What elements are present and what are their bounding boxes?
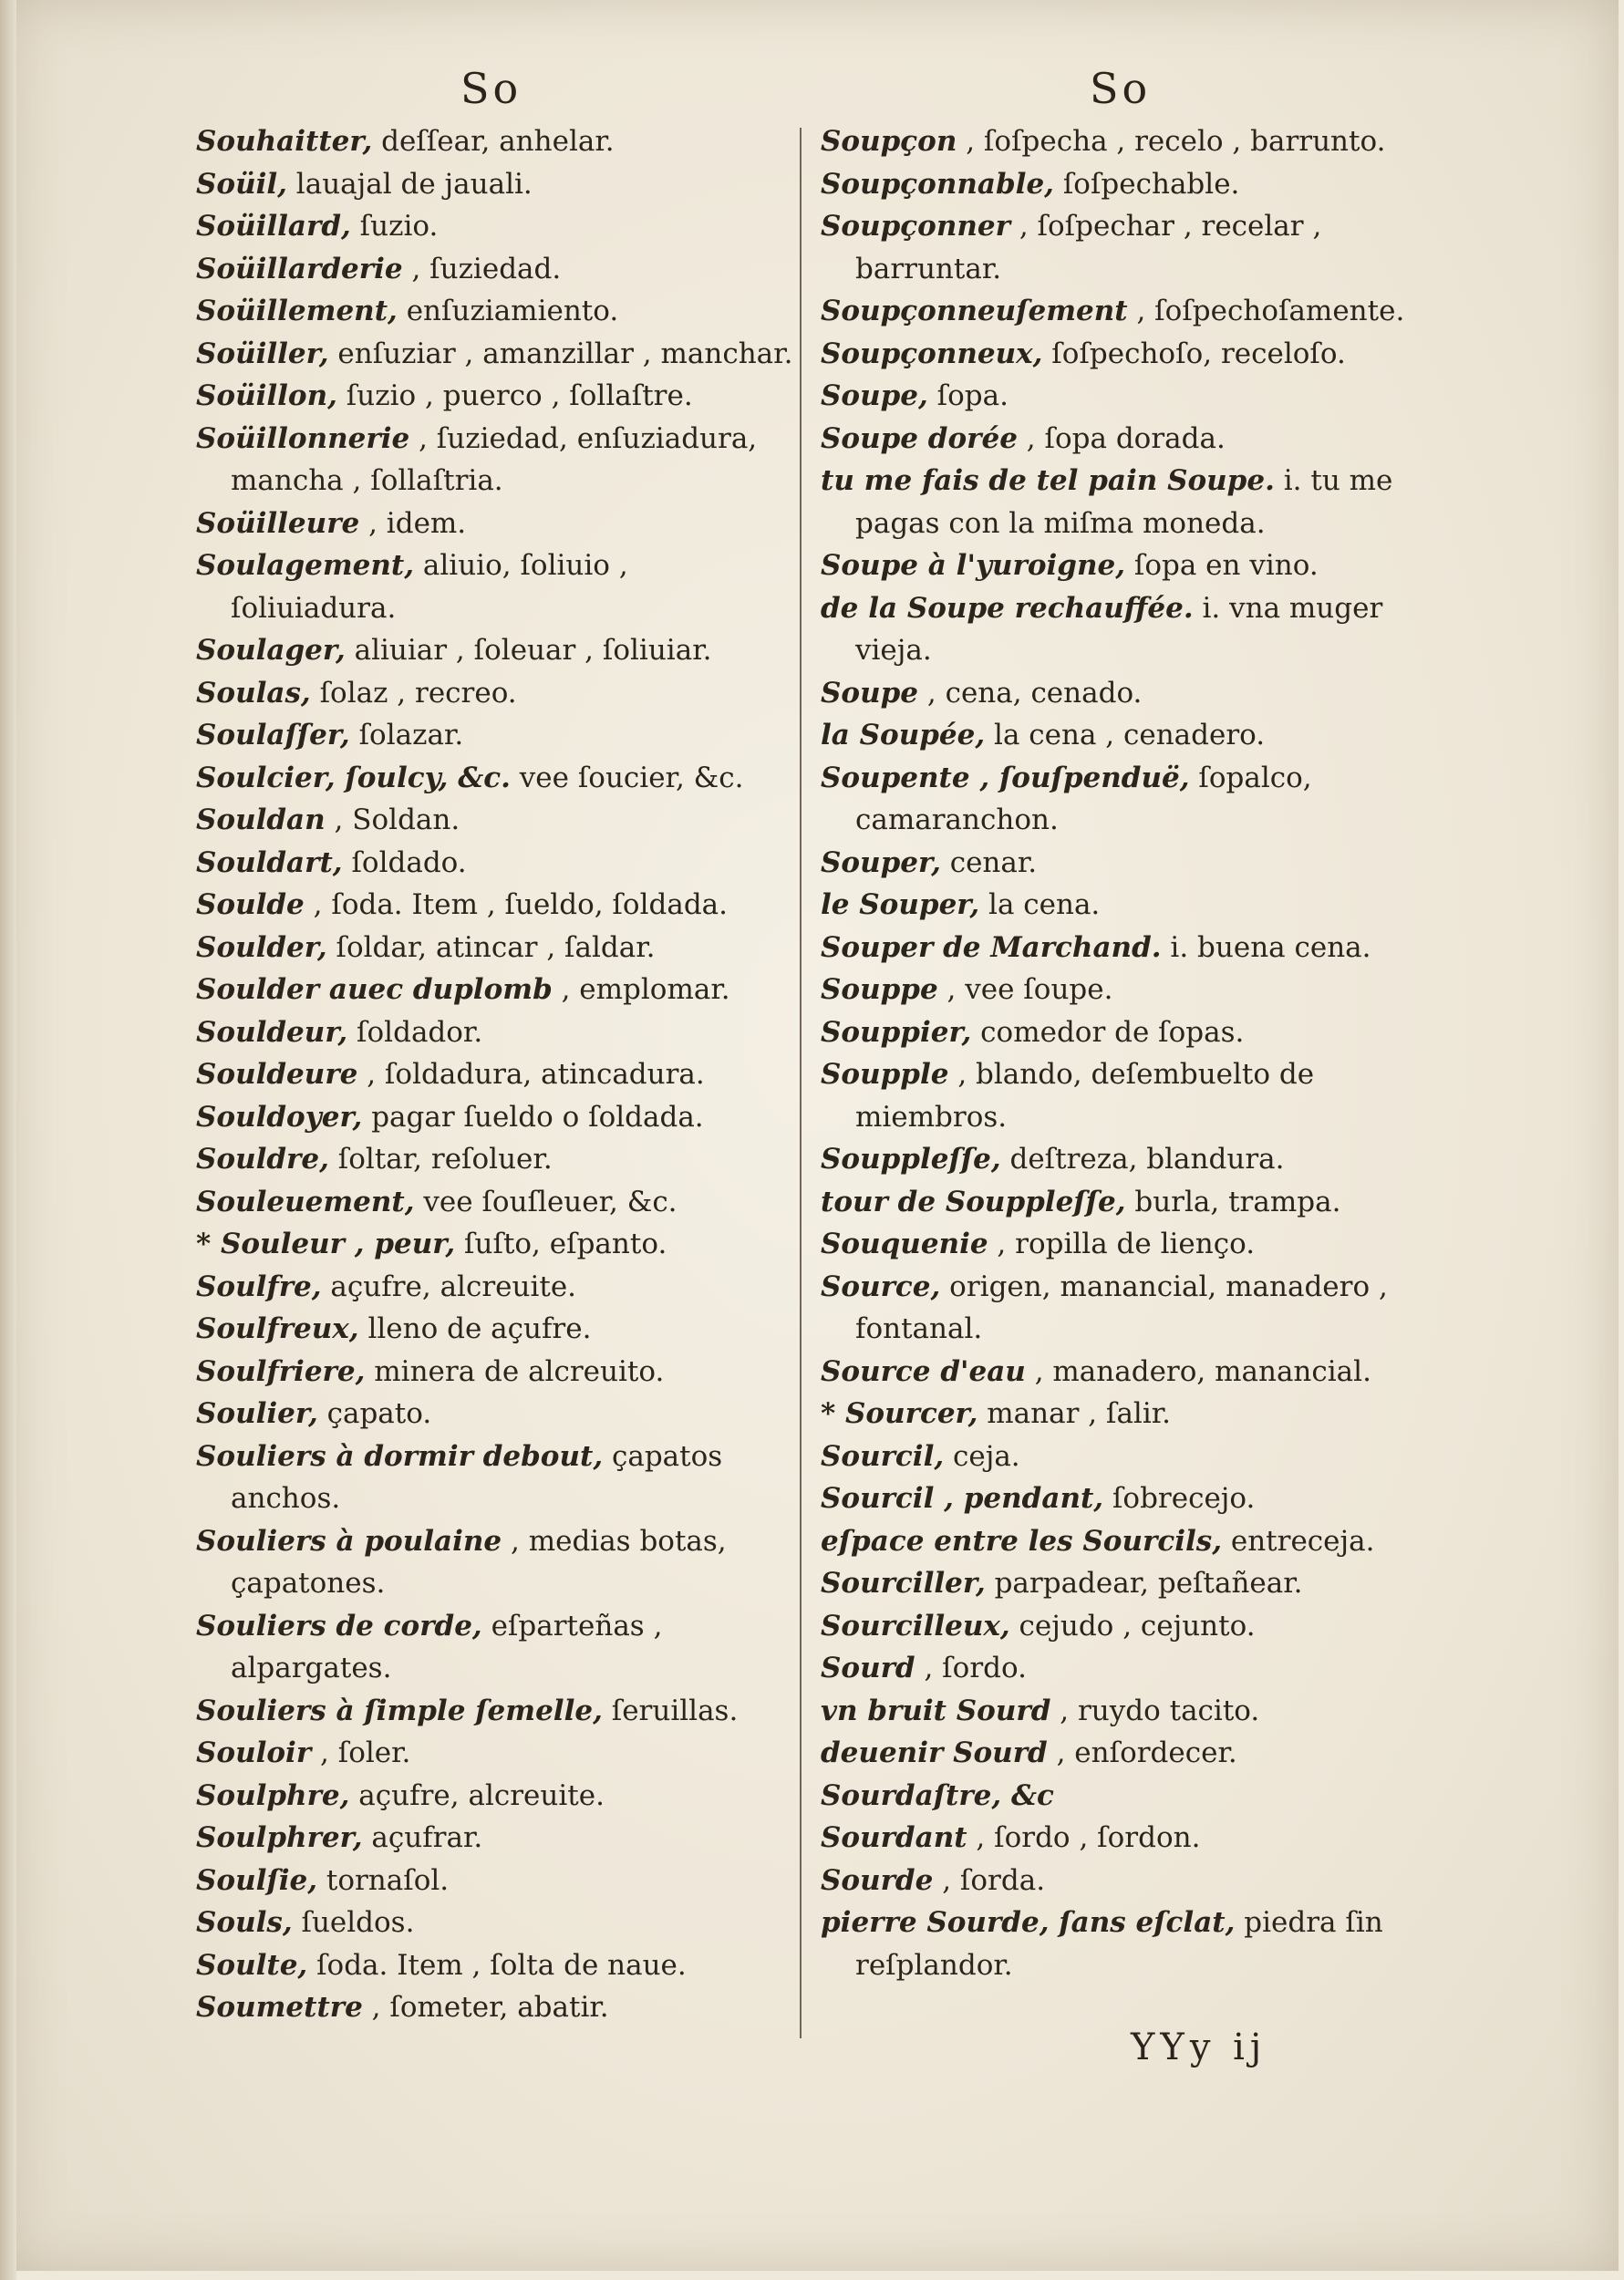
dictionary-entry (821, 1562, 1418, 1605)
entry-definition: ſoldar, atincar , ſaldar. (326, 930, 656, 964)
entry-headword: tu me fais de tel pain Soupe. (821, 464, 1275, 497)
entry-definition: vee ſoucier, &c. (510, 761, 744, 794)
entry-headword: Soupçonner (821, 210, 1010, 243)
entry-definition: , ropilla de lienço. (988, 1228, 1256, 1260)
entry-definition: açufrar. (362, 1821, 483, 1854)
entry-definition: aliuio, ſoliuio , ſoliuiadura. (231, 549, 628, 625)
entry-definition: i. tu me pagas con la miſma moneda. (855, 464, 1393, 540)
entry-headword: Souliers à poulaine (196, 1524, 502, 1558)
entry-definition: ſuzio. (350, 210, 439, 243)
dictionary-entry (821, 1053, 1418, 1138)
entry-headword: Soüillonnerie (196, 421, 410, 455)
dictionary-entry (196, 1138, 798, 1181)
entry-headword: Soulphre, (196, 1778, 350, 1812)
dictionary-entry (821, 1732, 1418, 1775)
entry-definition: ſoldado. (342, 845, 467, 879)
dictionary-entry (821, 1266, 1418, 1351)
dictionary-entry (196, 1986, 798, 2029)
entry-headword: Soulier, (196, 1397, 318, 1430)
entry-definition: deſſear, anhelar. (372, 125, 615, 158)
entry-definition: ſopa. (927, 379, 1009, 412)
entry-definition: minera de alcreuito. (365, 1354, 665, 1388)
entry-headword: Souliers à dormir debout, (196, 1439, 604, 1473)
dictionary-entry (196, 1053, 798, 1096)
dictionary-entry (196, 1011, 798, 1054)
entry-headword: Soüil, (196, 167, 287, 201)
dictionary-entry (196, 1308, 798, 1351)
dictionary-entry (196, 1351, 798, 1394)
dictionary-entry (196, 927, 798, 969)
dictionary-entry (821, 1902, 1418, 1986)
entry-headword: Sourcil , pendant, (821, 1482, 1104, 1515)
dictionary-entry (821, 1477, 1418, 1520)
entry-definition: , vee ſoupe. (937, 973, 1113, 1006)
entry-headword: la Soupée, (821, 719, 986, 751)
dictionary-entry (821, 460, 1418, 544)
dictionary-entry (196, 375, 798, 418)
dictionary-entry (196, 205, 798, 248)
dictionary-entry (196, 1393, 798, 1435)
entry-definition: deſtreza, blandura. (1000, 1143, 1285, 1176)
column-divider (800, 128, 802, 2038)
dictionary-entry (196, 672, 798, 715)
dictionary-entry (821, 1138, 1418, 1181)
entry-definition: la cena , cenadero. (985, 719, 1266, 751)
entry-headword: Soulager, (196, 634, 346, 667)
entry-headword: Soupe, (821, 379, 928, 412)
entry-headword: Soupe à l'yuroigne, (821, 549, 1126, 582)
dictionary-entry (821, 120, 1418, 163)
entry-headword: Soupente , ſouſpenduë, (821, 761, 1190, 794)
dictionary-entry (821, 714, 1418, 757)
entry-definition: ſolaz , recreo. (310, 676, 517, 710)
entry-definition: ſuzio , puerco , ſollaſtre. (336, 379, 693, 412)
entry-definition: , ruydo tacito. (1050, 1694, 1260, 1727)
dictionary-entry (821, 375, 1418, 418)
dictionary-entry (196, 1944, 798, 1987)
entry-headword: Sourcilleux, (821, 1609, 1010, 1643)
entry-headword: Sourcil, (821, 1439, 945, 1473)
entry-definition: açufre, alcreuite. (321, 1270, 577, 1303)
entry-definition: , ſoda. Item , ſueldo, ſoldada. (304, 888, 728, 921)
entry-headword: Souls, (196, 1906, 293, 1939)
entry-headword: Soulagement, (196, 549, 415, 582)
entry-definition: lauajal de jauali. (286, 167, 533, 201)
entry-definition: i. buena cena. (1161, 930, 1371, 964)
dictionary-entry (821, 884, 1418, 927)
entry-definition: çapato. (317, 1397, 432, 1430)
dictionary-entry (196, 629, 798, 672)
entry-headword: * Souleur , peur, (196, 1228, 456, 1260)
dictionary-entry (821, 1775, 1418, 1818)
dictionary-entry (821, 163, 1418, 206)
entry-definition: , ſordo. (915, 1652, 1027, 1684)
dictionary-entry (196, 842, 798, 885)
dictionary-entry (821, 672, 1418, 715)
entry-headword: le Souper, (821, 888, 980, 921)
entry-headword: Soupçon (821, 125, 957, 158)
entry-headword: Souldre, (196, 1143, 329, 1176)
entry-headword: deuenir Sourd (821, 1736, 1048, 1769)
dictionary-entry (821, 1860, 1418, 1902)
entry-headword: Soüillon, (196, 379, 337, 412)
entry-definition: , ſopa dorada. (1017, 421, 1226, 455)
dictionary-entry (196, 503, 798, 545)
dictionary-entry (196, 1223, 798, 1266)
entry-definition: parpadear, peſtañear. (985, 1567, 1303, 1600)
dictionary-entry (196, 969, 798, 1011)
entry-headword: Soupe (821, 676, 919, 710)
entry-headword: Souldoyer, (196, 1100, 363, 1134)
entry-headword: Soulaſſer, (196, 719, 350, 751)
dictionary-entry (196, 1096, 798, 1139)
entry-definition: , ſoler. (311, 1736, 411, 1769)
dictionary-entry (196, 290, 798, 333)
entry-headword: Soupe dorée (821, 421, 1018, 455)
entry-definition: , idem. (359, 506, 467, 540)
running-head-left: So (460, 64, 522, 113)
entry-definition: ſoda. Item , ſolta de naue. (307, 1948, 687, 1982)
dictionary-entry (821, 1520, 1418, 1563)
entry-headword: Soulte, (196, 1948, 308, 1982)
entry-headword: Soulphrer, (196, 1821, 363, 1854)
entry-headword: Soulcier, ſoulcy, &c. (196, 761, 511, 794)
right-column (821, 120, 1418, 1986)
entry-headword: Souldeur, (196, 1015, 348, 1049)
dictionary-entry (821, 1817, 1418, 1860)
entry-headword: Souppier, (821, 1015, 972, 1049)
dictionary-entry (196, 1817, 798, 1860)
dictionary-entry (196, 1266, 798, 1309)
entry-headword: Soüiller, (196, 337, 329, 370)
dictionary-entry (821, 333, 1418, 376)
entry-definition: , cena, cenado. (918, 676, 1143, 710)
entry-definition: aliuiar , ſoleuar , ſoliuiar. (345, 634, 712, 667)
dictionary-entry (821, 927, 1418, 969)
entry-headword: Soüillarderie (196, 252, 403, 285)
entry-definition: , ſorda. (933, 1863, 1046, 1897)
entry-definition: burla, trampa. (1125, 1185, 1341, 1218)
entry-headword: de la Soupe rechauffée. (821, 591, 1194, 625)
entry-headword: Soulfreux, (196, 1312, 359, 1345)
dictionary-entry (196, 1902, 798, 1944)
entry-definition: cenar. (940, 845, 1038, 879)
entry-headword: Sourde (821, 1863, 934, 1897)
entry-headword: eſpace entre les Sourcils, (821, 1524, 1222, 1558)
dictionary-entry (821, 1351, 1418, 1394)
dictionary-entry (821, 418, 1418, 461)
dictionary-entry (196, 418, 798, 503)
dictionary-entry (821, 1605, 1418, 1648)
entry-definition: , ſometer, abatir. (362, 1991, 609, 2024)
dictionary-entry (821, 205, 1418, 290)
entry-headword: Soupçonneuſement (821, 295, 1128, 327)
signature-mark: YYy ij (1131, 2026, 1267, 2068)
entry-headword: Sourdant (821, 1821, 967, 1854)
entry-headword: Soupçonnable, (821, 167, 1054, 201)
dictionary-entry (196, 757, 798, 800)
entry-headword: Sourdaſtre, &c (821, 1778, 1054, 1812)
entry-definition: , ſordo , ſordon. (967, 1821, 1201, 1854)
entry-headword: Source, (821, 1270, 941, 1303)
entry-headword: Souldeure (196, 1058, 358, 1091)
entry-headword: Soulde (196, 888, 305, 921)
entry-definition: enſuziar , amanzillar , manchar. (328, 337, 793, 370)
entry-definition: lleno de açufre. (358, 1312, 592, 1345)
entry-definition: cejudo , cejunto. (1009, 1609, 1256, 1643)
entry-definition: ſuſto, eſpanto. (455, 1228, 667, 1260)
entry-definition: , ſoldadura, atincadura. (357, 1058, 705, 1091)
dictionary-entry (196, 1690, 798, 1733)
entry-headword: Soulfre, (196, 1270, 322, 1303)
dictionary-entry (821, 1435, 1418, 1478)
entry-definition: çapatos anchos. (231, 1439, 723, 1515)
dictionary-entry (821, 1690, 1418, 1733)
dictionary-entry (196, 714, 798, 757)
entry-definition: , manadero, manancial. (1025, 1354, 1371, 1388)
entry-headword: Souliers à ſimple ſemelle, (196, 1694, 603, 1727)
dictionary-entry (196, 1860, 798, 1902)
dictionary-entry (196, 799, 798, 842)
entry-definition: ſoltar, reſoluer. (328, 1143, 553, 1176)
entry-headword: Soupple (821, 1058, 949, 1091)
entry-headword: Soulſie, (196, 1863, 318, 1897)
entry-headword: vn bruit Sourd (821, 1694, 1051, 1727)
entry-definition: enſuziamiento. (397, 295, 619, 327)
dictionary-entry (821, 1647, 1418, 1690)
dictionary-entry (196, 333, 798, 376)
entry-definition: , enſordecer. (1047, 1736, 1237, 1769)
entry-headword: Souleuement, (196, 1185, 415, 1218)
entry-headword: tour de Souppleſſe, (821, 1185, 1126, 1218)
dictionary-entry (821, 587, 1418, 672)
entry-headword: Soupçonneux, (821, 337, 1043, 370)
entry-headword: Soulder auec duplomb (196, 973, 553, 1006)
dictionary-entry (821, 544, 1418, 587)
entry-headword: Souppe (821, 973, 938, 1006)
entry-headword: Souquenie (821, 1228, 988, 1260)
entry-definition: ſoſpechoſo, receloſo. (1042, 337, 1346, 370)
entry-headword: Soumettre (196, 1991, 363, 2024)
entry-definition: la cena. (979, 888, 1101, 921)
entry-definition: piedra ſin reſplandor. (855, 1906, 1383, 1982)
dictionary-entry (821, 1181, 1418, 1224)
dictionary-entry (196, 1181, 798, 1224)
entry-definition: ſoſpechable. (1053, 167, 1240, 201)
binding-edge (0, 0, 16, 2280)
entry-headword: Soüillard, (196, 210, 351, 243)
entry-headword: Souper, (821, 845, 941, 879)
dictionary-entry (196, 1732, 798, 1775)
entry-definition: açufre, alcreuite. (349, 1778, 605, 1812)
dictionary-entry (821, 1393, 1418, 1435)
entry-definition: ſopa en vino. (1125, 549, 1319, 582)
entry-definition: pagar ſueldo o ſoldada. (362, 1100, 704, 1134)
dictionary-entry (196, 1605, 798, 1690)
dictionary-entry (821, 842, 1418, 885)
entry-headword: Souper de Marchand. (821, 930, 1162, 964)
entry-headword: Souldart, (196, 845, 343, 879)
entry-headword: * Sourcer, (821, 1397, 978, 1430)
entry-definition: ſoldador. (347, 1015, 483, 1049)
entry-headword: Soulfriere, (196, 1354, 366, 1388)
entry-headword: Soüilleure (196, 506, 360, 540)
entry-definition: origen, manancial, manadero , fontanal. (855, 1270, 1388, 1345)
entry-definition: , medias botas, çapatones. (231, 1524, 727, 1600)
entry-definition: i. vna muger vieja. (855, 591, 1383, 667)
dictionary-entry (821, 1011, 1418, 1054)
entry-headword: Sourciller, (821, 1567, 986, 1600)
entry-definition: manar , ſalir. (978, 1397, 1172, 1430)
dictionary-entry (196, 1435, 798, 1520)
entry-headword: Soulder, (196, 930, 327, 964)
dictionary-entry (821, 1223, 1418, 1266)
entry-definition: ſeruillas. (602, 1694, 739, 1727)
entry-definition: , ſuziedad. (402, 252, 562, 285)
running-head-right: So (1090, 64, 1152, 113)
entry-definition: , ſoſpechar , recelar , barruntar. (855, 210, 1322, 285)
entry-headword: Souliers de corde, (196, 1609, 482, 1643)
dictionary-entry (196, 163, 798, 206)
dictionary-entry (821, 969, 1418, 1011)
dictionary-entry (196, 1775, 798, 1818)
entry-definition: ſopalco, camaranchon. (855, 761, 1312, 836)
entry-headword: Souldan (196, 803, 326, 836)
entry-headword: Soulas, (196, 676, 311, 710)
dictionary-entry (821, 757, 1418, 842)
entry-definition: ſolazar. (349, 719, 464, 751)
dictionary-entry (196, 544, 798, 629)
entry-definition: vee ſouſleuer, &c. (414, 1185, 678, 1218)
entry-definition: eſparteñas , alpargates. (231, 1609, 663, 1684)
entry-headword: Sourd (821, 1652, 915, 1684)
entry-definition: ceja. (944, 1439, 1020, 1473)
entry-definition: ſobrecejo. (1103, 1482, 1256, 1515)
entry-definition: , ſoſpechoſamente. (1127, 295, 1405, 327)
entry-headword: pierre Sourde, ſans eſclat, (821, 1906, 1236, 1939)
entry-headword: Source d'eau (821, 1354, 1026, 1388)
dictionary-entry (196, 248, 798, 291)
entry-definition: entreceja. (1222, 1524, 1375, 1558)
entry-headword: Souhaitter, (196, 125, 373, 158)
dictionary-entry (821, 290, 1418, 333)
dictionary-entry (196, 120, 798, 163)
entry-headword: Souppleſſe, (821, 1143, 1001, 1176)
entry-headword: Souloir (196, 1736, 312, 1769)
entry-definition: comedor de ſopas. (971, 1015, 1245, 1049)
entry-definition: ſueldos. (292, 1906, 415, 1939)
dictionary-entry (196, 1520, 798, 1605)
entry-definition: tornaſol. (317, 1863, 450, 1897)
entry-headword: Soüillement, (196, 295, 398, 327)
entry-definition: , ſuziedad, enſuziadura, mancha , ſollaſtria. (231, 421, 758, 497)
entry-definition: , Soldan. (325, 803, 460, 836)
entry-definition: , ſoſpecha , recelo , barrunto. (957, 125, 1386, 158)
entry-definition: , emplomar. (552, 973, 730, 1006)
left-column (196, 120, 798, 2029)
entry-definition: , blando, deſembuelto de miembros. (855, 1058, 1315, 1134)
dictionary-entry (196, 884, 798, 927)
